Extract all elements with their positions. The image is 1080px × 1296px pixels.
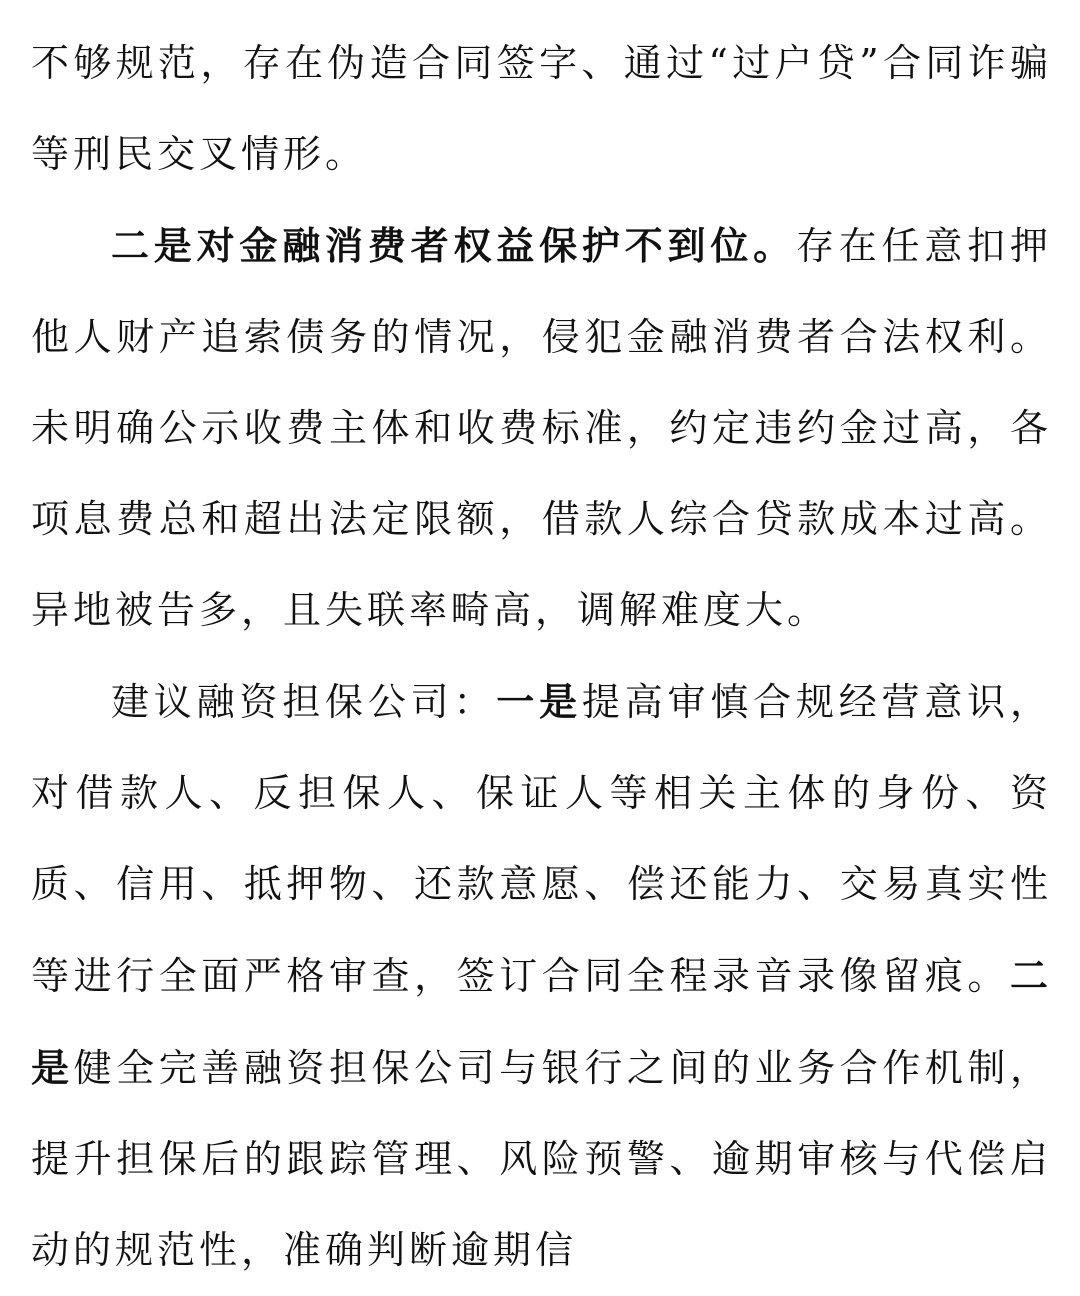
- recommendation-marker-two: 二是: [31, 953, 1052, 1090]
- recommendation-marker-one: 一是: [496, 679, 582, 724]
- paragraph-text: 不够规范，存在伪造合同签字、通过“过户贷”合同诈骗等刑民交叉情形。: [31, 41, 1052, 176]
- paragraph-intro: 建议融资担保公司：: [111, 680, 497, 724]
- recommendation-text-one: 提高审慎合规经营意识，对借款人、反担保人、保证人等相关主体的身份、资质、信用、抵押物、还款意愿、偿还能力、交易真实性等进行全面严格审查，签订合同全程录音录像留痕。: [31, 680, 1052, 998]
- paragraph-text: 存在任意扣押他人财产追索债务的情况，侵犯金融消费者合法权利。未明确公示收费主体和收费标准，约定违约金过高，各项息费总和超出法定限额，借款人综合贷款成本过高。异地被告多，且失联率畸高，调解难度大。: [31, 224, 1052, 632]
- recommendation-text-two: 健全完善融资担保公司与银行之间的业务合作机制，提升担保后的跟踪管理、风险预警、逾期审核与代偿启动的规范性，准确判断逾期信: [31, 1046, 1052, 1272]
- paragraph-consumer-protection: [31, 200, 1052, 656]
- paragraph-continuation: [31, 18, 1052, 200]
- paragraph-recommendations: [31, 656, 1052, 1296]
- paragraph-heading-bold: 二是对金融消费者权益保护不到位。: [111, 223, 796, 268]
